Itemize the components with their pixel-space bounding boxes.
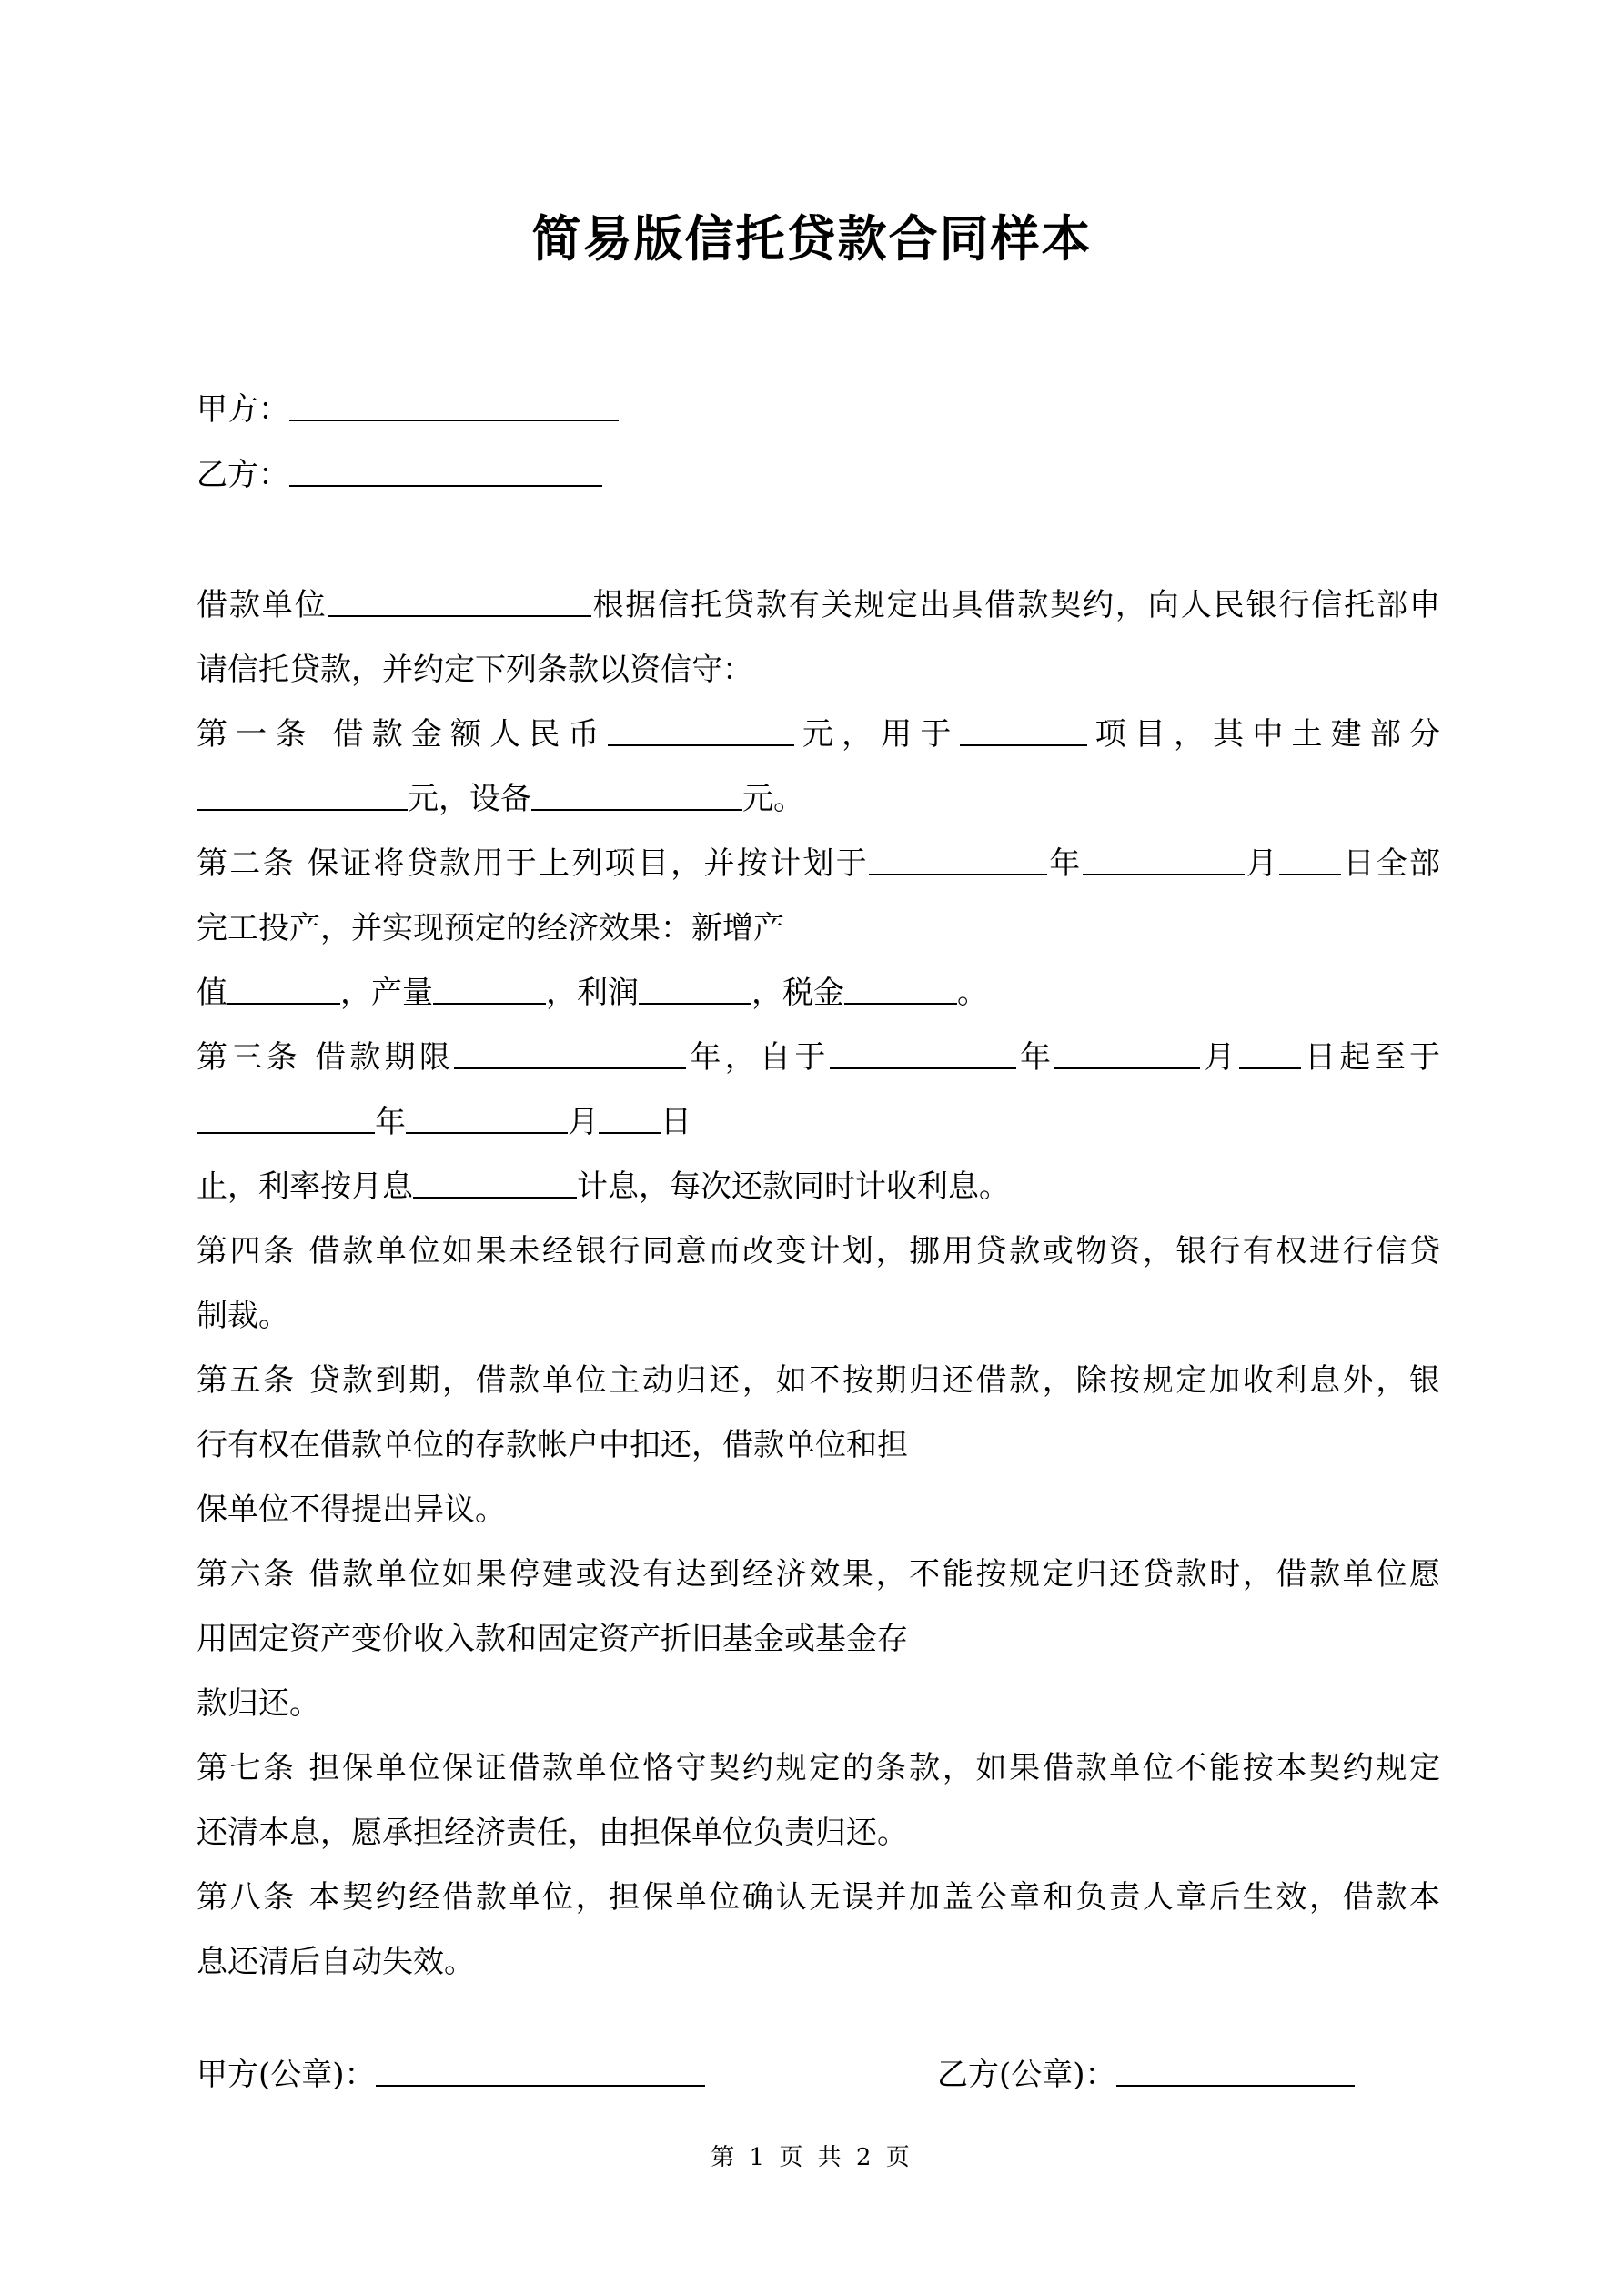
article-1-line-1: 第一条 借款金额人民币 元，用于 项目，其中土建部分 (197, 716, 1441, 753)
output-blank[interactable] (433, 979, 546, 1005)
construction-amount-blank[interactable] (197, 785, 408, 811)
article-4-line-1: 第四条 借款单位如果未经银行同意而改变计划，挪用贷款或物资，银行有权进行信贷 (197, 1233, 1440, 1269)
project-blank[interactable] (960, 721, 1087, 746)
party-a-line (197, 391, 619, 428)
monthly-rate-blank[interactable] (413, 1173, 577, 1199)
article-7-line-1: 第七条 担保单位保证借款单位恪守契约规定的条款，如果借款单位不能按本契约规定 (197, 1750, 1440, 1786)
article-5-line-3: 保单位不得提出异议。 (197, 1492, 506, 1528)
party-a-seal-blank[interactable] (376, 2061, 705, 2087)
loan-term-blank[interactable] (454, 1044, 686, 1069)
article-2-line-3: 值 ，产量 ，利润 ，税金 。 (197, 975, 988, 1011)
party-b-line (197, 457, 602, 493)
party-a-seal-line (197, 2057, 705, 2093)
completion-day-blank[interactable] (1279, 850, 1341, 875)
start-day-blank[interactable] (1239, 1044, 1301, 1069)
article-8-line-1: 第八条 本契约经借款单位，担保单位确认无误并加盖公章和负责人章后生效，借款本 (197, 1879, 1440, 1916)
article-2-line-2: 完工投产，并实现预定的经济效果：新增产 (197, 910, 784, 946)
party-a-seal-label: 甲方(公章)： (197, 2057, 376, 2093)
article-2-line-1: 第二条 保证将贷款用于上列项目，并按计划于 年 月 日全部 (197, 845, 1441, 882)
start-month-blank[interactable] (1054, 1044, 1200, 1069)
article-7-line-2: 还清本息，愿承担经济责任，由担保单位负责归还。 (197, 1815, 908, 1851)
article-3-line-2: 年 月 日 (197, 1104, 691, 1140)
document-title: 简易版信托贷款合同样本 (531, 210, 1093, 268)
profit-blank[interactable] (639, 979, 751, 1005)
party-b-label: 乙方： (197, 457, 289, 493)
end-year-blank[interactable] (197, 1108, 375, 1134)
party-b-seal-blank[interactable] (1116, 2061, 1355, 2087)
completion-year-blank[interactable] (869, 850, 1047, 875)
article-3-line-3: 止，利率按月息 计息，每次还款同时计收利息。 (197, 1168, 1010, 1205)
article-4-line-2: 制裁。 (197, 1298, 289, 1334)
party-b-blank[interactable] (289, 461, 602, 487)
end-day-blank[interactable] (599, 1108, 661, 1134)
intro-line-1: 借款单位 根据信托贷款有关规定出具借款契约，向人民银行信托部申 (197, 587, 1441, 623)
page-number: 第 1 页 共 2 页 (711, 2144, 913, 2171)
end-month-blank[interactable] (406, 1108, 568, 1134)
article-5-line-1: 第五条 贷款到期，借款单位主动归还，如不按期归还借款，除按规定加收利息外，银 (197, 1362, 1440, 1399)
article-6-line-3: 款归还。 (197, 1685, 320, 1722)
completion-month-blank[interactable] (1083, 850, 1245, 875)
equipment-amount-blank[interactable] (531, 785, 742, 811)
article-3-line-1: 第三条 借款期限 年，自于 年 月 日起至于 (197, 1039, 1441, 1076)
article-6-line-1: 第六条 借款单位如果停建或没有达到经济效果，不能按规定归还贷款时，借款单位愿 (197, 1556, 1440, 1593)
party-a-label: 甲方： (197, 391, 289, 428)
article-6-line-2: 用固定资产变价收入款和固定资产折旧基金或基金存 (197, 1621, 908, 1657)
output-value-blank[interactable] (227, 979, 340, 1005)
intro-line-2: 请信托贷款，并约定下列条款以资信守： (197, 652, 753, 688)
party-b-seal-line (937, 2057, 1355, 2093)
party-a-blank[interactable] (289, 396, 619, 421)
article-5-line-2: 行有权在借款单位的存款帐户中扣还，借款单位和担 (197, 1427, 908, 1463)
article-1-line-2: 元，设备 元。 (197, 781, 804, 817)
tax-blank[interactable] (844, 979, 957, 1005)
article-8-line-2: 息还清后自动失效。 (197, 1944, 475, 1980)
loan-amount-blank[interactable] (608, 721, 794, 746)
party-b-seal-label: 乙方(公章)： (937, 2057, 1116, 2093)
start-year-blank[interactable] (830, 1044, 1016, 1069)
borrower-blank[interactable] (328, 592, 591, 617)
